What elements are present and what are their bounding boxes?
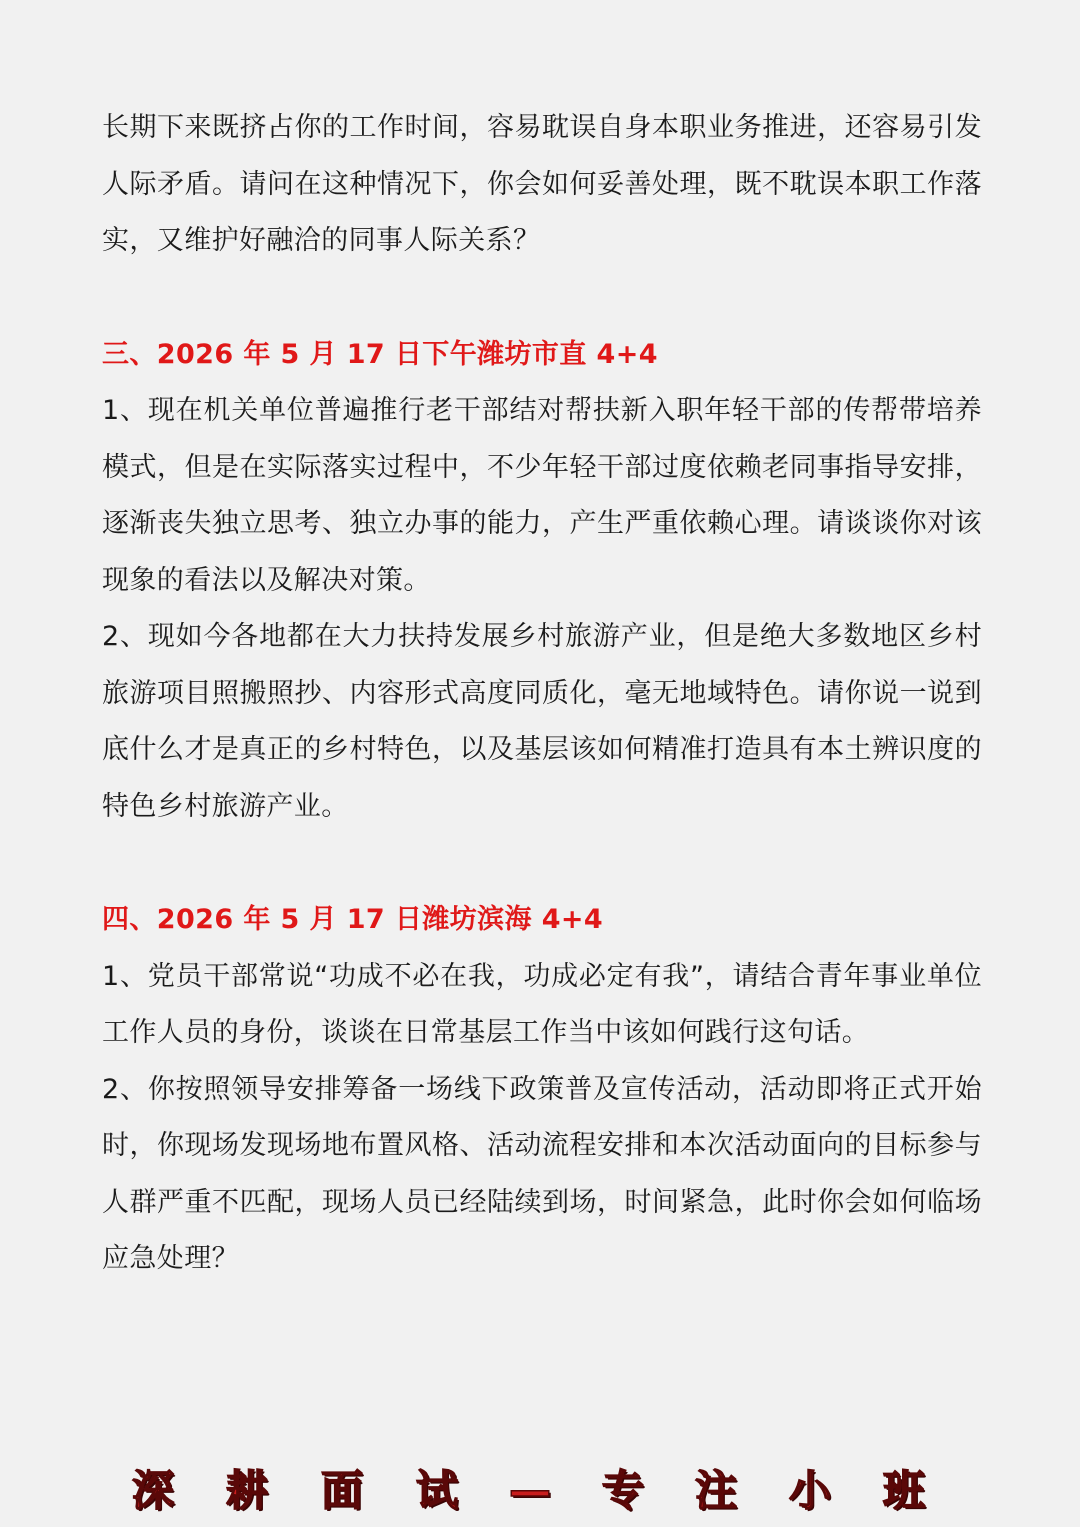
footer-char: 班 (882, 1466, 925, 1515)
document-body (102, 100, 982, 1288)
question-item: 1、党员干部常说“功成不必在我，功成必定有我”，请结合青年事业单位工作人员的身份，谈谈在日常基层工作当中该如何践行这句话。 (102, 960, 982, 1048)
section-gap (102, 270, 982, 327)
footer-char: 专 (601, 1466, 644, 1515)
intro-paragraph: 长期下来既挤占你的工作时间，容易耽误自身本职业务推进，还容易引发人际矛盾。请问在这种情况下，你会如何妥善处理，既不耽误本职工作落实，又维护好融洽的同事人际关系？ (102, 112, 982, 256)
question-item: 2、现如今各地都在大力扶持发展乡村旅游产业，但是绝大多数地区乡村旅游项目照搬照抄、内容形式高度同质化，毫无地域特色。请你说一说到底什么才是真正的乡村特色，以及基层该如何精准打造具有本土辨识度的特色乡村旅游产业。 (102, 621, 982, 822)
footer-slogan (0, 1455, 1080, 1525)
question-item: 2、你按照领导安排筹备一场线下政策普及宣传活动，活动即将正式开始时，你现场发现场地布置风格、活动流程安排和本次活动面向的目标参与人群严重不匹配，现场人员已经陆续到场，时间紧急，此时你会如何临场应急处理？ (102, 1073, 982, 1274)
section-heading: 三、2026 年 5 月 17 日下午潍坊市直 4+4 (102, 338, 658, 370)
section-gap (102, 835, 982, 892)
footer-char: 试 (415, 1466, 458, 1515)
footer-char: — (509, 1466, 551, 1515)
question-item: 1、现在机关单位普遍推行老干部结对帮扶新入职年轻干部的传帮带培养模式，但是在实际落实过程中，不少年轻干部过度依赖老同事指导安排，逐渐丧失独立思考、独立办事的能力，产生严重依赖心理。请谈谈你对该现象的看法以及解决对策。 (102, 395, 982, 596)
footer-char: 深 (131, 1466, 174, 1515)
footer-char: 小 (788, 1466, 831, 1515)
footer-char: 面 (320, 1466, 363, 1515)
footer-char: 注 (694, 1466, 737, 1515)
section-four (102, 892, 982, 1288)
section-three (102, 327, 982, 836)
footer-char: 耕 (225, 1466, 268, 1515)
section-heading: 四、2026 年 5 月 17 日潍坊滨海 4+4 (102, 904, 604, 935)
